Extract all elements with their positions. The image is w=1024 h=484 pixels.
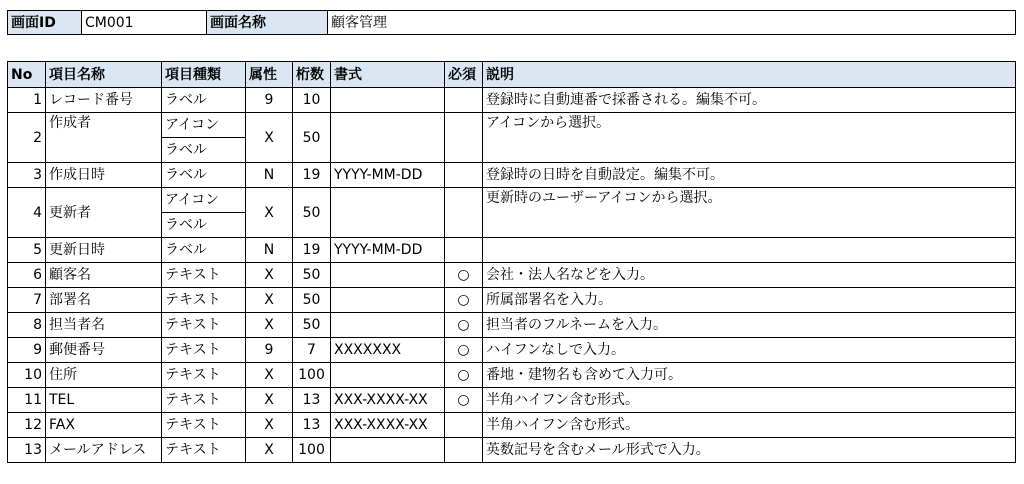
item-type: アイコン: [162, 113, 246, 138]
item-digits: 10: [293, 88, 331, 113]
item-name: メールアドレス: [46, 438, 162, 463]
column-header: 属性: [246, 62, 293, 88]
item-format: [331, 313, 445, 338]
column-header: 必須: [445, 62, 483, 88]
row-no: 10: [8, 363, 46, 388]
item-type: テキスト: [162, 438, 246, 463]
table-row: [8, 438, 1016, 463]
item-description: 半角ハイフン含む形式。: [483, 388, 1016, 413]
item-attr: X: [246, 263, 293, 288]
item-type: テキスト: [162, 413, 246, 438]
item-type: ラベル: [162, 88, 246, 113]
item-required: [445, 163, 483, 188]
column-header: 書式: [331, 62, 445, 88]
item-description: 番地・建物名も含めて入力可。: [483, 363, 1016, 388]
column-header: No: [8, 62, 46, 88]
table-row: [8, 188, 1016, 213]
item-required: [445, 438, 483, 463]
item-type: ラベル: [162, 163, 246, 188]
item-name: 郵便番号: [46, 338, 162, 363]
item-attr: 9: [246, 88, 293, 113]
item-type: テキスト: [162, 338, 246, 363]
item-required: ○: [445, 263, 483, 288]
screen-id-value: CM001: [82, 11, 207, 35]
item-type: アイコン: [162, 188, 246, 213]
screen-name-label: 画面名称: [207, 11, 328, 35]
item-format: XXXXXXX: [331, 338, 445, 363]
item-description: ハイフンなしで入力。: [483, 338, 1016, 363]
item-format: [331, 113, 445, 163]
item-required: [445, 88, 483, 113]
item-description: 登録時の日時を自動設定。編集不可。: [483, 163, 1016, 188]
item-description: 会社・法人名などを入力。: [483, 263, 1016, 288]
table-row: [8, 163, 1016, 188]
item-digits: 19: [293, 163, 331, 188]
item-type: ラベル: [162, 213, 246, 238]
item-type: ラベル: [162, 138, 246, 163]
item-format: [331, 438, 445, 463]
item-name: 住所: [46, 363, 162, 388]
row-no: 2: [8, 113, 46, 163]
table-row: [8, 363, 1016, 388]
column-header: 項目名称: [46, 62, 162, 88]
item-required: ○: [445, 363, 483, 388]
column-header: 桁数: [293, 62, 331, 88]
row-no: 12: [8, 413, 46, 438]
item-format: YYYY-MM-DD: [331, 163, 445, 188]
item-description: [483, 238, 1016, 263]
item-description: 半角ハイフン含む形式。: [483, 413, 1016, 438]
item-attr: X: [246, 288, 293, 313]
item-name: 更新日時: [46, 238, 162, 263]
table-header-row: [8, 62, 1016, 88]
item-name: 顧客名: [46, 263, 162, 288]
item-attr: N: [246, 238, 293, 263]
item-required: ○: [445, 338, 483, 363]
item-format: [331, 363, 445, 388]
item-description: 更新時のユーザーアイコンから選択。: [483, 188, 1016, 238]
item-format: [331, 263, 445, 288]
item-digits: 19: [293, 238, 331, 263]
item-description: 登録時に自動連番で採番される。編集不可。: [483, 88, 1016, 113]
item-digits: 13: [293, 388, 331, 413]
table-row: [8, 88, 1016, 113]
row-no: 11: [8, 388, 46, 413]
item-type: ラベル: [162, 238, 246, 263]
row-no: 5: [8, 238, 46, 263]
item-digits: 50: [293, 188, 331, 238]
item-type: テキスト: [162, 363, 246, 388]
item-attr: X: [246, 413, 293, 438]
item-digits: 50: [293, 313, 331, 338]
item-format: YYYY-MM-DD: [331, 238, 445, 263]
item-digits: 13: [293, 413, 331, 438]
item-required: ○: [445, 313, 483, 338]
item-format: [331, 188, 445, 238]
item-attr: N: [246, 163, 293, 188]
row-no: 9: [8, 338, 46, 363]
item-digits: 100: [293, 438, 331, 463]
screen-name-value: 顧客管理: [328, 11, 1016, 35]
item-digits: 50: [293, 263, 331, 288]
item-spec-table: [7, 61, 1016, 463]
item-attr: X: [246, 188, 293, 238]
item-attr: 9: [246, 338, 293, 363]
item-type: テキスト: [162, 263, 246, 288]
item-format: XXX-XXXX-XX: [331, 388, 445, 413]
table-row: [8, 313, 1016, 338]
item-required: [445, 238, 483, 263]
table-row: [8, 288, 1016, 313]
item-attr: X: [246, 313, 293, 338]
item-type: テキスト: [162, 388, 246, 413]
item-name: レコード番号: [46, 88, 162, 113]
item-format: [331, 88, 445, 113]
item-description: 所属部署名を入力。: [483, 288, 1016, 313]
item-digits: 50: [293, 113, 331, 163]
item-name: TEL: [46, 388, 162, 413]
row-no: 1: [8, 88, 46, 113]
item-name: 作成日時: [46, 163, 162, 188]
item-required: [445, 113, 483, 163]
row-no: 13: [8, 438, 46, 463]
row-no: 3: [8, 163, 46, 188]
item-attr: X: [246, 438, 293, 463]
item-description: 担当者のフルネームを入力。: [483, 313, 1016, 338]
table-row: [8, 338, 1016, 363]
item-format: [331, 288, 445, 313]
column-header: 説明: [483, 62, 1016, 88]
screen-info-table: [7, 10, 1016, 35]
item-name: 作成者: [46, 113, 162, 163]
table-row: [8, 388, 1016, 413]
item-name: 担当者名: [46, 313, 162, 338]
item-format: XXX-XXXX-XX: [331, 413, 445, 438]
item-type: テキスト: [162, 313, 246, 338]
item-description: 英数記号を含むメール形式で入力。: [483, 438, 1016, 463]
item-required: ○: [445, 288, 483, 313]
column-header: 項目種類: [162, 62, 246, 88]
item-type: テキスト: [162, 288, 246, 313]
screen-info-row: [8, 11, 1016, 35]
row-no: 7: [8, 288, 46, 313]
row-no: 8: [8, 313, 46, 338]
item-attr: X: [246, 363, 293, 388]
item-required: ○: [445, 388, 483, 413]
item-attr: X: [246, 113, 293, 163]
row-no: 6: [8, 263, 46, 288]
table-row: [8, 113, 1016, 138]
item-digits: 7: [293, 338, 331, 363]
item-required: [445, 413, 483, 438]
item-digits: 50: [293, 288, 331, 313]
item-attr: X: [246, 388, 293, 413]
item-digits: 100: [293, 363, 331, 388]
row-no: 4: [8, 188, 46, 238]
item-description: アイコンから選択。: [483, 113, 1016, 163]
screen-id-label: 画面ID: [8, 11, 82, 35]
item-required: [445, 188, 483, 238]
table-row: [8, 413, 1016, 438]
table-row: [8, 263, 1016, 288]
item-name: 部署名: [46, 288, 162, 313]
item-name: 更新者: [46, 188, 162, 238]
item-name: FAX: [46, 413, 162, 438]
table-row: [8, 238, 1016, 263]
